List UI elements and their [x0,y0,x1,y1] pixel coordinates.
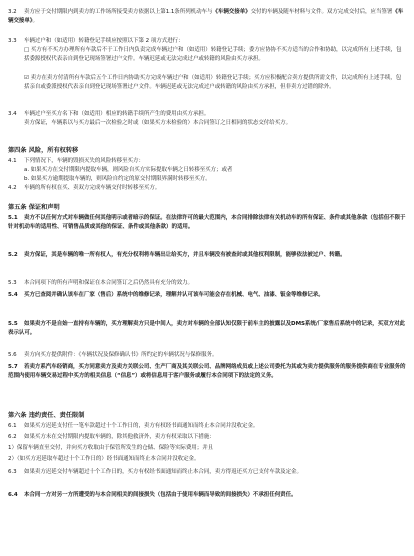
clause-3-3-option-2: ☑ 卖方在卖方付清所有车款后五个工作日内协助买方完成车辆过户和（如适用）转籍登记手续；买方应积极配合卖方提供所需文件，以完成所有上述手续，包括亲自或委派授权代表亲自到登记现场签署过户文件。车辆迟延或无法完成过户或转籍的风险由买方承担，但非卖方过错的除外。 [24,75,402,91]
clause-6-2-item-2: 2）（如买方迟延取车超过十个工作日的）经书面通知而终止本合同并没收定金。 [8,456,200,462]
section-6-heading: 第六条 违约责任、责任限制 [8,412,85,419]
clause-5-2: 5.2 卖方保证，其是车辆的唯一所有权人，有充分权利将车辆出让给买方，并且车辆没有被查封或其他权利限制，能够依法被过户、转籍。 [8,252,346,258]
clause-6-4: 6.4 本合同一方对另一方所遭受的与本合同相关的间接损失（包括由于使用车辆而导致的间接损失）不承担任何责任。 [8,492,297,498]
clause-3-3-option-1: □ 买方有不买方办理所有车款后不于工作日内负责完成车辆过户和（如适用）转籍登记手续；委方应协协不买方适当的合作和协助，以完成所有上述手续，包括委源授权代表亲自到登记现场签署过户文件。车辆迟延或无法完成过户或转籍的风险由买方承担。 [24,47,402,63]
section-5-heading: 第五条 保证和声明 [8,204,60,211]
clause-3-3: 3.3 车辆过户和（如适用）转籍登记手续应按照以下第 2 项方式进行： [8,38,184,44]
clause-6-3: 6.3 如果卖方迟延交付车辆超过十个工作日的，买方有权经书面通知而终止本合同，卖方得返还买方已支付车款及定金。 [8,469,302,475]
clause-5-6: 5.6 卖方向买方提供附件：《车辆状况及保修确认书》所约定的车辆状况与保修服务。 [8,352,218,358]
clause-6-2-item-1: 1）保留车辆直至交付，并向买方收取由于保管所发生的仓储、保险等实际费用；并且 [8,445,214,451]
clause-5-3: 5.3 本合同项下的所有声明和保证在本合同签订之后仍然具有充分的效力。 [8,280,193,286]
clause-3-4: 3.4 车辆过户至买方名下和（如适用）相应的转籍手续所产生的费用由买方承担。 [8,111,210,117]
clause-6-1: 6.1 如果买方迟延支付任一笔车款超过十个工作日的，卖方有权经书面通知而终止本合同并没收定金。 [8,423,259,429]
clause-5-5: 5.5 如果卖方不是自始一直持有车辆的，买方理解卖方只是中间人，卖方对车辆的全部认知仅限于前车主的披露以及DMS系统/厂家售后系统中的记录，买双方对此表示认可。 [8,321,405,337]
section-4-heading: 第四条 风险，所有权转移 [8,147,79,154]
clause-3-2: 3.2 卖方应于交付期限内到卖方的工作场所接受卖方依据以上第1.1条所列机动车与《车辆交接单》交付的车辆及随车材料与文件。双方完成交付后，应当签署《车辆交接单》。 [8,9,404,25]
clause-6-2: 6.2 如果买方未在交付期限内提取车辆的，除其他救济外，卖方有权采取以下措施： [8,434,215,440]
handover-form-ref: 《车辆交接单》 [8,9,404,25]
clause-5-7: 5.7 若卖方系汽车经销商，买方同意卖方及卖方关联公司、生产厂商及其关联公司、品牌网络成员或上述公司委托为其或为卖方提供服务的服务提供商在专业服务的范围内使用车辆交易过程中买方的相关信息（“信息”）或将信息用于客户服务或履行本合同项下的法定的义务。 [8,364,406,380]
clause-4-1-b: b. 如果买方逾期提取车辆的，则风险自约定的原交付期限界满时转移至买方。 [24,176,211,182]
clause-4-2: 4.2 车辆的所有权在买、卖双方完成车辆交付时转移至买方。 [8,185,161,191]
clause-5-1: 5.1 卖方不以任何方式对车辆做任何其他明示或者暗示的保证。在法律许可的最大范围内，本合同排除法律有关机动车的所有保证、条件或其他条款（包括但不限于针对机动车的适用性、可销售品质或其他的保证、条件或其他条款）的适用。 [8,215,406,231]
clause-4-1: 4.1 下列情况下，车辆的毁损灭失的风险转移至买方： [8,158,144,164]
clause-3-4-line2: 卖方保证，车辆系以与买方最后一次检验之时或（如果买方未检验的）本合同签订之日相同的状态交付给买方。 [24,120,292,126]
handover-form-ref: 《车辆交接单》 [212,9,251,15]
clause-4-1-a: a. 如果买方在交付期限内提取车辆，则风险自买方实际提取车辆之日转移至买方；或者 [24,167,233,173]
clause-5-4: 5.4 买方已查阅并确认该车在厂家（售后）系统中的维修记录，理解并认可该车可能会存在机械、电气、油漆、钣金等维修记录。 [8,292,324,298]
clause-number: 3.2 [8,9,17,15]
